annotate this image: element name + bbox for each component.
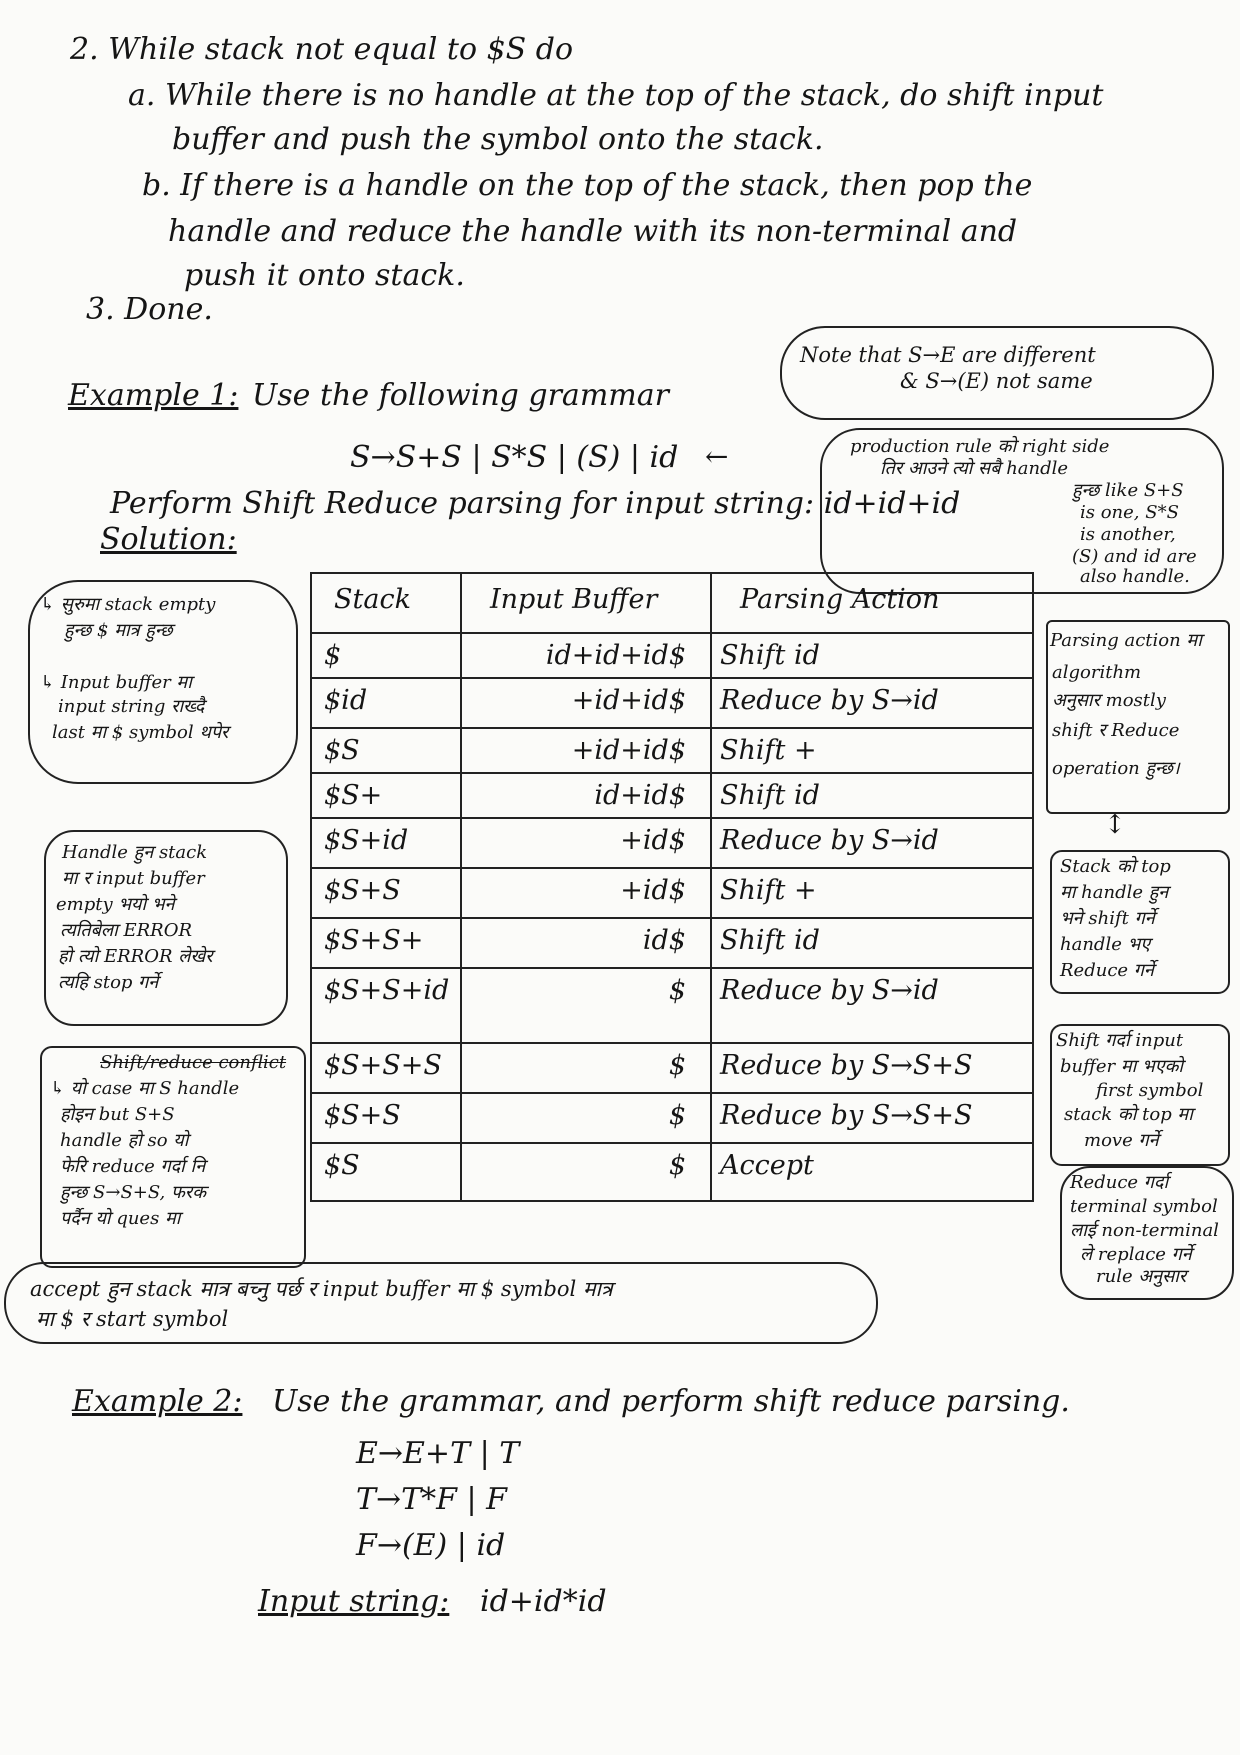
table-cell-r10-c2: Accept	[720, 1150, 814, 1181]
shift-note-1: Shift गर्दा input	[1056, 1030, 1184, 1051]
handle-error-note-1: Handle हुन stack	[62, 842, 208, 863]
table-cell-r0-c2: Shift id	[720, 640, 820, 671]
table-cell-r3-c0: $S+	[324, 780, 383, 811]
table-cell-r1-c0: $id	[324, 685, 368, 716]
table-cell-r0-c1: id+id+id$	[545, 640, 686, 671]
conflict-note-6: पर्दैन यो ques मा	[60, 1208, 181, 1229]
example1-label: Example 1:	[68, 378, 239, 413]
table-cell-r5-c0: $S+S	[324, 875, 401, 906]
table-cell-r3-c2: Shift id	[720, 780, 820, 811]
table-cell-r2-c1: +id+id$	[571, 735, 686, 766]
table-cell-r2-c0: $S	[324, 735, 360, 766]
algo-step-3: 3. Done.	[86, 292, 213, 327]
conflict-note-2: होइन but S+S	[60, 1104, 175, 1125]
conflict-note-3: handle हो so यो	[60, 1130, 189, 1151]
example1-grammar: S→S+S | S*S | (S) | id	[350, 440, 679, 475]
stack-empty-note-3: ↳ Input buffer मा	[40, 672, 192, 693]
table-cell-r4-c0: $S+id	[324, 825, 409, 856]
stack-empty-note-5: last मा $ symbol थपेर	[52, 722, 229, 743]
arrow-down-icon: ↕	[1104, 810, 1126, 840]
note-line-1: Note that S→E are different	[800, 343, 1096, 367]
production-note-6: (S) and id are	[1072, 546, 1197, 567]
parsing-action-note-4: shift र Reduce	[1052, 720, 1180, 741]
example2-input-value: id+id*id	[480, 1584, 607, 1619]
table-cell-r4-c1: +id$	[620, 825, 686, 856]
accept-note-2: मा $ र start symbol	[36, 1307, 229, 1331]
example1-perform: Perform Shift Reduce parsing for input string: id+id+id	[110, 486, 961, 521]
reduce-note-2: terminal symbol	[1070, 1196, 1218, 1217]
production-note-5: is another,	[1080, 524, 1176, 545]
parsing-action-note-5: operation हुन्छ।	[1052, 758, 1180, 779]
shift-note-5: move गर्ने	[1084, 1130, 1159, 1151]
production-note-1: production rule को right side	[850, 436, 1110, 457]
example2-rule-1: E→E+T | T	[356, 1436, 520, 1471]
solution-label: Solution:	[100, 522, 237, 557]
example2-intro: Use the grammar, and perform shift reduce parsing.	[272, 1384, 1070, 1419]
table-cell-r5-c2: Shift +	[720, 875, 817, 906]
table-cell-r6-c1: id$	[642, 925, 686, 956]
table-cell-r1-c1: +id+id$	[571, 685, 686, 716]
production-note-2: तिर आउने त्यो सबै handle	[880, 458, 1069, 479]
table-cell-r2-c2: Shift +	[720, 735, 817, 766]
table-header-0: Stack	[334, 584, 411, 615]
table-cell-r10-c0: $S	[324, 1150, 360, 1181]
conflict-note-5: हुन्छ S→S+S, फरक	[60, 1182, 207, 1203]
production-note-7: also handle.	[1080, 566, 1190, 587]
example2-rule-2: T→T*F | F	[356, 1482, 507, 1517]
stack-empty-note-2: हुन्छ $ मात्र हुन्छ	[64, 620, 173, 641]
table-cell-r6-c0: $S+S+	[324, 925, 424, 956]
table-cell-r8-c0: $S+S+S	[324, 1050, 442, 1081]
parsing-action-note-3: अनुसार mostly	[1052, 690, 1166, 711]
algo-step-2a-line1: a. While there is no handle at the top of the stack, do shift input	[128, 78, 1104, 113]
table-cell-r3-c1: id+id$	[594, 780, 686, 811]
table-cell-r9-c1: $	[668, 1100, 686, 1131]
accept-note-1: accept हुन stack मात्र बच्नु पर्छ र input buffer मा $ symbol मात्र	[30, 1277, 613, 1301]
stack-empty-note-4: input string राख्दै	[58, 696, 205, 717]
reduce-note-1: Reduce गर्दा	[1070, 1172, 1169, 1193]
table-cell-r7-c0: $S+S+id	[324, 975, 450, 1006]
table-cell-r5-c1: +id$	[620, 875, 686, 906]
note-line-2: & S→(E) not same	[900, 369, 1093, 393]
algo-step-2b-line1: b. If there is a handle on the top of the stack, then pop the	[142, 168, 1033, 203]
reduce-note-3: लाई non-terminal	[1070, 1220, 1219, 1241]
algo-step-2: 2. While stack not equal to $S do	[70, 32, 574, 67]
production-note-3: हुन्छ like S+S	[1072, 480, 1184, 501]
handle-error-note-6: त्यहि stop गर्ने	[58, 972, 159, 993]
parsing-action-note-2: algorithm	[1052, 662, 1142, 683]
reduce-note-5: rule अनुसार	[1096, 1266, 1187, 1287]
stack-top-note-3: भने shift गर्ने	[1060, 908, 1155, 929]
example2-label: Example 2:	[72, 1384, 243, 1419]
stack-top-note-4: handle भए	[1060, 934, 1151, 955]
accept-bubble	[4, 1262, 878, 1344]
conflict-note-4: फेरि reduce गर्दा नि	[60, 1156, 206, 1177]
table-cell-r6-c2: Shift id	[720, 925, 820, 956]
table-header-1: Input Buffer	[490, 584, 658, 615]
handle-error-note-3: empty भयो भने	[56, 894, 175, 915]
table-header-2: Parsing Action	[740, 584, 940, 615]
example2-rule-3: F→(E) | id	[356, 1528, 506, 1563]
table-cell-r8-c2: Reduce by S→S+S	[720, 1050, 973, 1081]
table-cell-r9-c0: $S+S	[324, 1100, 401, 1131]
table-cell-r9-c2: Reduce by S→S+S	[720, 1100, 973, 1131]
table-cell-r4-c2: Reduce by S→id	[720, 825, 939, 856]
table-cell-r0-c0: $	[324, 640, 342, 671]
example1-intro: Use the following grammar	[252, 378, 669, 413]
stack-empty-note-1: ↳ सुरुमा stack empty	[40, 594, 216, 615]
handle-error-note-4: त्यतिबेला ERROR	[60, 920, 193, 941]
algo-step-2a-line2: buffer and push the symbol onto the stack.	[172, 122, 824, 157]
stack-top-note-1: Stack को top	[1060, 856, 1171, 877]
arrow-left-icon: ←	[705, 440, 729, 473]
table-cell-r8-c1: $	[668, 1050, 686, 1081]
algo-step-2b-line2: handle and reduce the handle with its non-terminal and	[168, 214, 1018, 249]
stack-top-note-2: मा handle हुन	[1060, 882, 1169, 903]
stack-top-note-5: Reduce गर्ने	[1060, 960, 1154, 981]
table-cell-r7-c2: Reduce by S→id	[720, 975, 939, 1006]
table-cell-r10-c1: $	[668, 1150, 686, 1181]
conflict-note-1: ↳ यो case मा S handle	[50, 1078, 240, 1099]
parsing-action-note-1: Parsing action मा	[1050, 630, 1202, 651]
conflict-title: Shift/reduce conflict	[100, 1052, 287, 1073]
example2-input-label: Input string:	[258, 1584, 450, 1619]
handle-error-note-5: हो त्यो ERROR लेखेर	[58, 946, 213, 967]
table-cell-r1-c2: Reduce by S→id	[720, 685, 939, 716]
algo-step-2b-line3: push it onto stack.	[184, 258, 465, 293]
production-note-4: is one, S*S	[1080, 502, 1179, 523]
reduce-note-4: ले replace गर्ने	[1080, 1244, 1192, 1265]
handle-error-note-2: मा र input buffer	[62, 868, 205, 889]
table-cell-r7-c1: $	[668, 975, 686, 1006]
shift-note-4: stack को top मा	[1064, 1104, 1193, 1125]
shift-note-2: buffer मा भएको	[1060, 1056, 1184, 1077]
shift-note-3: first symbol	[1096, 1080, 1204, 1101]
